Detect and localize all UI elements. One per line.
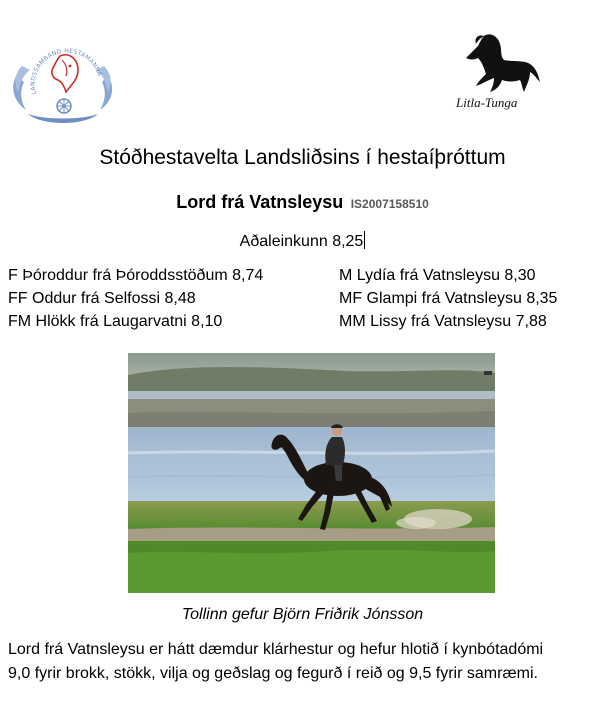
- description-line: Lord frá Vatnsleysu er hátt dæmdur klárhestur og hefur hlotið í kynbótadómi: [8, 641, 544, 658]
- horse-silhouette-icon: [454, 30, 546, 112]
- description-line: 9,0 fyrir brokk, stökk, vilja og geðslag og fegurð í reið og 9,5 fyrir samræmi.: [8, 665, 538, 682]
- litla-tunga-wordmark: Litla-Tunga: [456, 95, 518, 110]
- horse-name: Lord frá Vatnsleysu: [176, 192, 344, 212]
- horse-rider-photo: [128, 353, 495, 593]
- photo-caption: Tollinn gefur Björn Friðrik Jónsson: [181, 606, 424, 623]
- main-score: [0, 231, 605, 251]
- pedigree-dam-dam: MM Lissy frá Vatnsleysu 7,88: [339, 313, 547, 330]
- pedigree-dam: M Lydía frá Vatnsleysu 8,30: [339, 267, 536, 284]
- main-score-text: Aðaleinkunn 8,25: [239, 233, 364, 250]
- pedigree-sire: F Þóroddur frá Þóroddsstöðum 8,74: [8, 267, 264, 284]
- page-title: Stóðhestavelta Landsliðsins í hestaíþróttum: [99, 146, 506, 169]
- pedigree-sire-sire: FF Oddur frá Selfossi 8,48: [8, 290, 196, 307]
- pedigree-dam-side: [339, 264, 557, 333]
- description: [8, 638, 598, 686]
- text-cursor: [364, 231, 365, 249]
- svg-text:LANDSSAMBAND HESTAMANNAFÉLAGA: LANDSSAMBAND HESTAMANNA: [29, 47, 103, 96]
- litla-tunga-logo: [454, 30, 546, 112]
- pedigree-sire-side: [8, 264, 263, 333]
- horse-heading: [0, 192, 605, 213]
- horse-id: IS2007158510: [350, 197, 429, 211]
- lh-horse-emblem-icon: [8, 36, 120, 128]
- pedigree-sire-dam: FM Hlökk frá Laugarvatni 8,10: [8, 313, 223, 330]
- lh-logo: [8, 36, 120, 128]
- pedigree-dam-sire: MF Glampi frá Vatnsleysu 8,35: [339, 290, 558, 307]
